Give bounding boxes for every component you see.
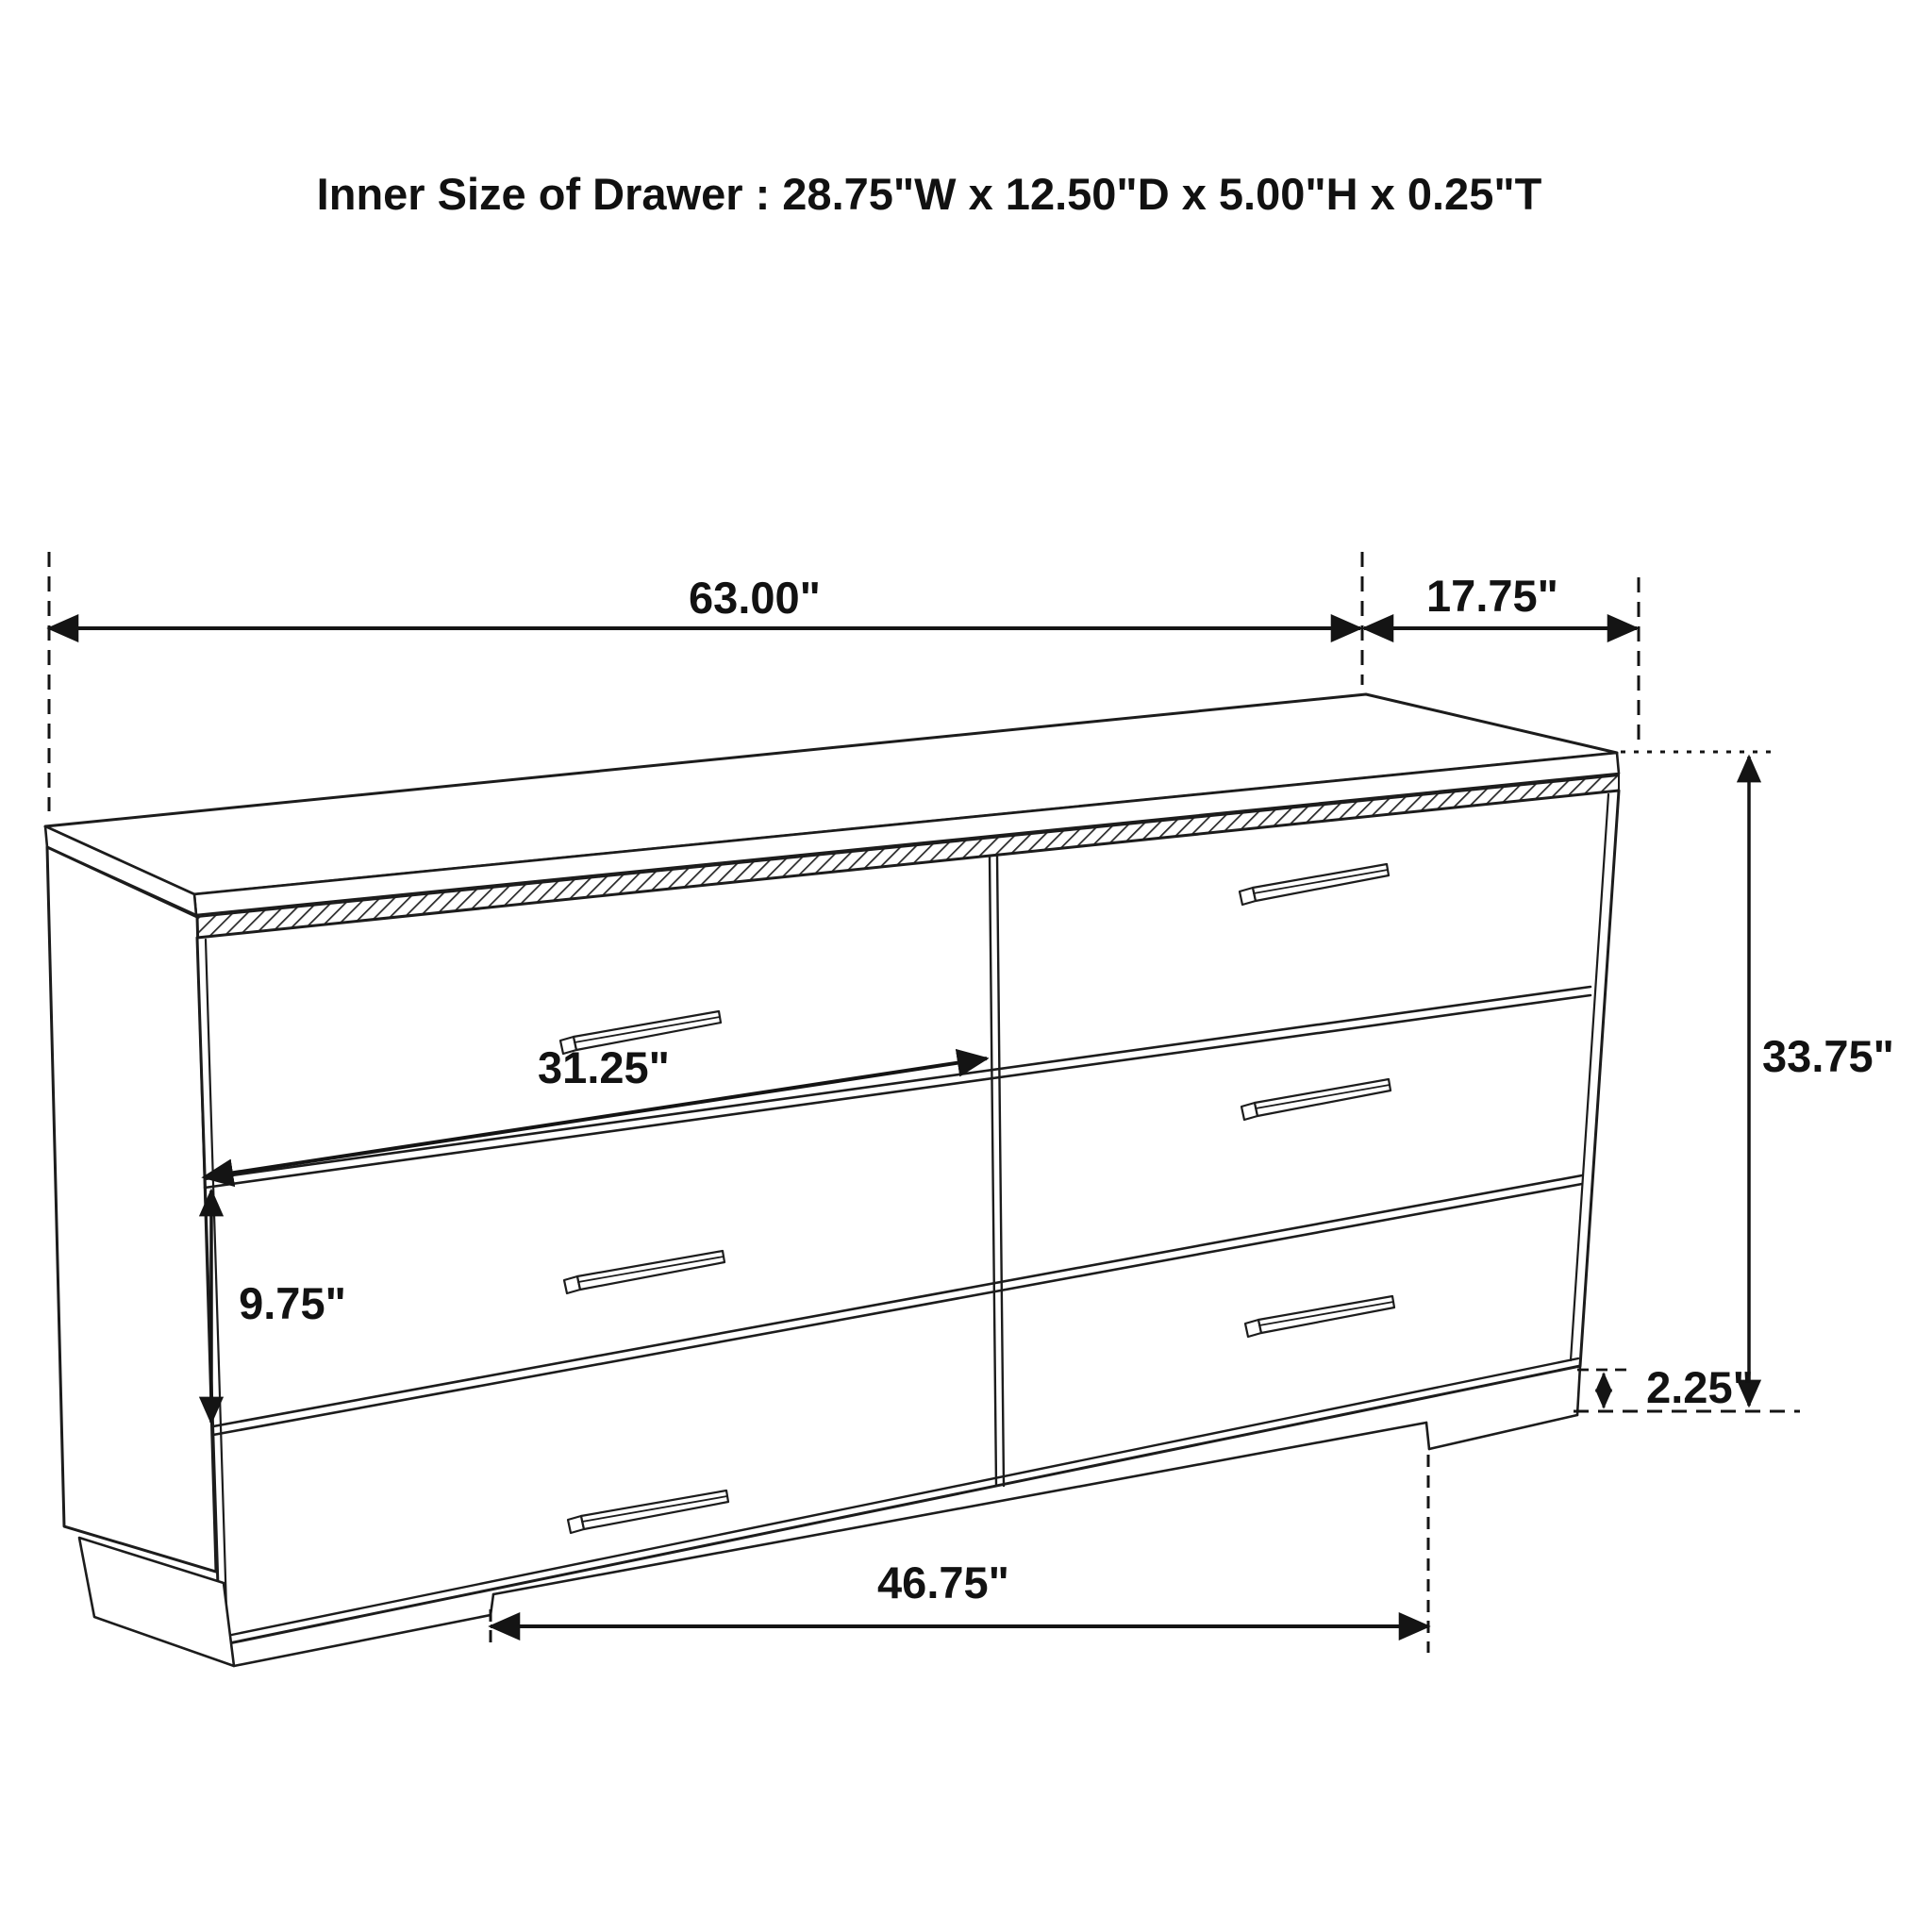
base-clearance-label: 2.25" bbox=[1646, 1362, 1754, 1412]
plinth-right-foot-bottom bbox=[1429, 1415, 1577, 1449]
title: Inner Size of Drawer : 28.75"W x 12.50"D x 5.00"H x 0.25"T bbox=[316, 169, 1542, 219]
plinth-notch-right bbox=[1426, 1423, 1429, 1449]
dimension-overall-height bbox=[1574, 752, 1894, 1411]
side-panel bbox=[47, 847, 216, 1572]
overall-depth-label: 17.75" bbox=[1426, 571, 1558, 621]
drawer-width-label: 31.25" bbox=[538, 1042, 670, 1092]
base-width-label: 46.75" bbox=[877, 1557, 1009, 1607]
drawer-front-height-label: 9.75" bbox=[239, 1278, 346, 1328]
dresser-body bbox=[45, 694, 1619, 1666]
overall-width-label: 63.00" bbox=[689, 573, 821, 623]
overall-height-label: 33.75" bbox=[1762, 1031, 1894, 1081]
dimension-base-clearance bbox=[1577, 1362, 1754, 1412]
plinth-right-foot-edge bbox=[1577, 1366, 1580, 1415]
